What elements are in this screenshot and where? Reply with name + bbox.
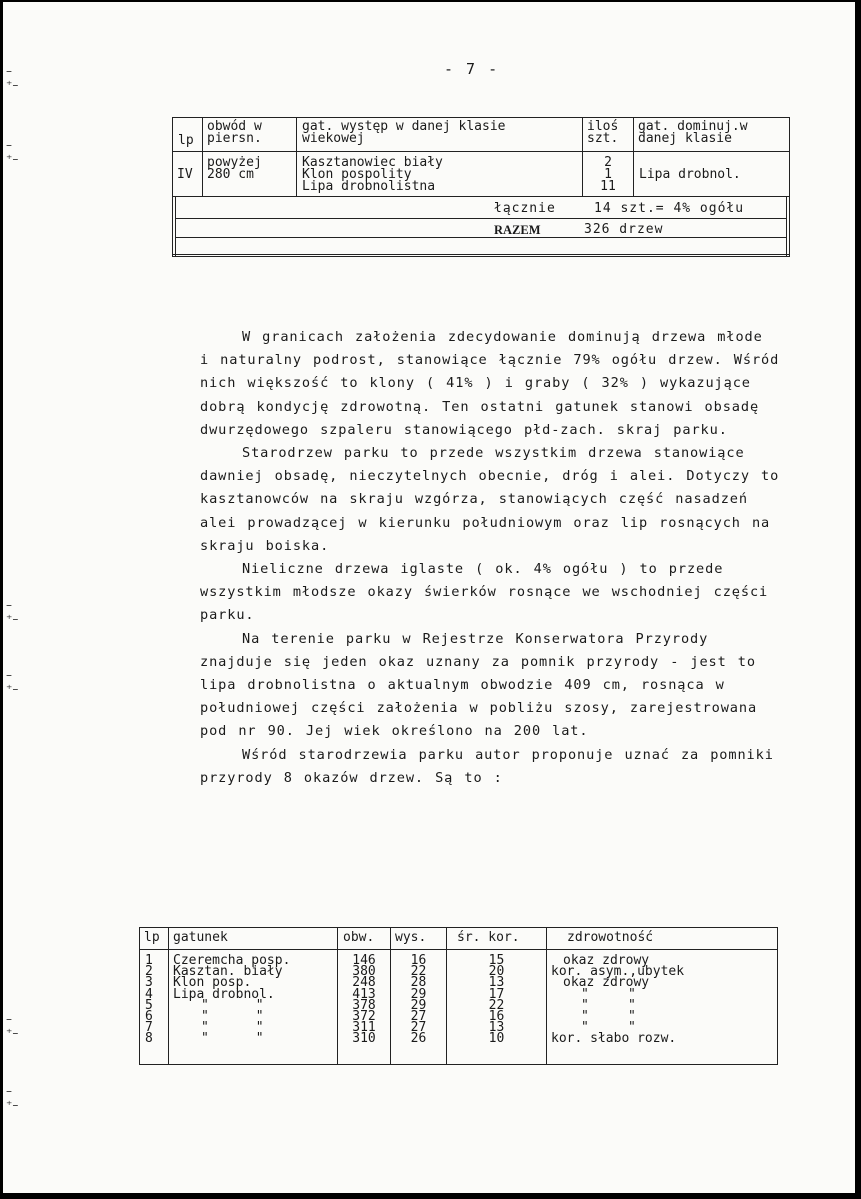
margin-mark: –⁺– <box>6 598 19 626</box>
cell-health: kor. słabo rozw. <box>551 1031 677 1047</box>
header-count: szt. <box>587 131 619 146</box>
header-height: wys. <box>395 930 427 945</box>
cell-height: 27 <box>410 1008 427 1024</box>
paragraph: W granicach założenia zdecydowanie dominują drzewa młode i naturalny podrost, stanowiące łącznie 79% ogółu drzew. Wśród nich większość to klony ( 41% ) i graby ( 32% ) wykazujące dobrą kondycję zdrowotną. Ten ostatni gatunek stanowi obsadę dwurzędowego szpaleru stanowiącego płd-zach. skraj parku. <box>200 329 780 438</box>
cell-circumference: 378 <box>352 997 376 1013</box>
cell-lp: 5 <box>145 997 153 1013</box>
paragraph: Nieliczne drzewa iglaste ( ok. 4% ogółu ) to przede wszystkim młodsze okazy świerków rosnące we wschodniej części parku. <box>200 561 769 624</box>
grand-total-value: 326 drzew <box>584 222 664 237</box>
header-species: gatunek <box>173 930 228 945</box>
cell-circumference: 372 <box>352 1008 376 1024</box>
height-column <box>391 955 446 1045</box>
header-species: wiekowej <box>302 131 365 146</box>
cell-species: Lipa drobnol. <box>173 986 275 1002</box>
paragraph: Wśród starodrzewia parku autor proponuje uznać za pomniki przyrody 8 okazów drzew. Są to : <box>200 746 774 786</box>
cell-circumference: 248 <box>352 975 376 991</box>
cell-height: 29 <box>410 986 427 1002</box>
grand-total-label: RAZEM <box>494 223 541 237</box>
margin-mark: –⁺– <box>6 64 19 92</box>
row-species: Lipa drobnolistna <box>302 179 436 194</box>
cell-species: " " <box>201 1020 264 1036</box>
row-lp: IV <box>177 167 193 182</box>
cell-height: 29 <box>410 997 427 1013</box>
margin-mark: –⁺– <box>6 668 19 696</box>
cell-lp: 7 <box>145 1020 153 1036</box>
cell-species: Kasztan. biały <box>173 964 283 980</box>
margin-mark: –⁺– <box>6 138 19 166</box>
circumference-column <box>338 955 390 1045</box>
cell-height: 26 <box>410 1031 427 1047</box>
cell-lp: 6 <box>145 1008 153 1024</box>
paragraph: Na terenie parku w Rejestrze Konserwatora Przyrody znajduje się jeden okaz uznany za pomnik przyrody - jest to lipa drobnolistna o aktualnym obwodzie 409 cm, rosnąca w południowej części założenia w pobliżu szosy, zarejestrowana pod nr 90. Jej wiek określono na 200 lat. <box>200 630 758 740</box>
cell-species: Czeremcha posp. <box>173 953 291 968</box>
row-species: Kasztanowiec biały <box>302 155 443 170</box>
species-column <box>173 955 290 1045</box>
page-number: - 7 - <box>444 60 500 78</box>
cell-crown: 22 <box>488 997 505 1013</box>
header-lp: lp <box>178 133 194 148</box>
cell-crown: 17 <box>488 986 505 1002</box>
monument-trees-table <box>139 927 778 1065</box>
header-circumference: piersn. <box>207 131 262 146</box>
header-circumference: obwód w <box>207 119 262 134</box>
margin-mark: –⁺– <box>6 1084 19 1112</box>
row-count: 1 <box>604 167 612 182</box>
cell-species: Klon posp. <box>173 975 252 991</box>
cell-lp: 8 <box>145 1031 153 1047</box>
cell-species: " " <box>201 997 264 1013</box>
cell-crown: 16 <box>488 1008 505 1024</box>
cell-health: " " <box>581 1020 636 1036</box>
age-class-table <box>172 117 790 257</box>
row-circumference: powyżej <box>207 155 262 170</box>
lp-column <box>145 955 153 1045</box>
cell-circumference: 311 <box>352 1020 376 1036</box>
total-label: łącznie <box>494 201 556 216</box>
cell-lp: 1 <box>145 953 153 968</box>
cell-health: okaz zdrowy <box>563 975 650 991</box>
body-text <box>200 326 780 790</box>
header-health: zdrowotność <box>567 930 654 945</box>
cell-height: 27 <box>410 1020 427 1036</box>
crown-column <box>447 955 546 1045</box>
health-column <box>551 955 684 1045</box>
row-count: 2 <box>604 155 612 170</box>
header-species: gat. występ w danej klasie <box>302 119 506 134</box>
header-count: iloś <box>587 119 619 134</box>
cell-circumference: 380 <box>352 964 376 980</box>
paragraph: Starodrzew parku to przede wszystkim drzewa stanowiące dawniej obsadę, nieczytelnych obecnie, dróg i alei. Dotyczy to kasztanowców na skraju wzgórza, stanowiących część nasadzeń alei prowadzącej w kierunku południowym oraz lip rosnących na skraju boiska. <box>200 445 780 554</box>
header-circumference: obw. <box>343 930 375 945</box>
cell-height: 28 <box>410 975 427 991</box>
cell-species: " " <box>201 1031 264 1047</box>
cell-circumference: 146 <box>352 953 376 968</box>
row-circumference: 280 cm <box>207 167 254 182</box>
cell-height: 22 <box>410 964 427 980</box>
header-dominant: gat. dominuj.w <box>638 119 748 134</box>
cell-crown: 10 <box>488 1031 505 1047</box>
cell-lp: 2 <box>145 964 153 980</box>
cell-crown: 20 <box>488 964 505 980</box>
cell-crown: 15 <box>488 953 505 968</box>
cell-health: " " <box>581 986 636 1002</box>
cell-health: " " <box>581 1008 636 1024</box>
header-lp: lp <box>144 930 160 945</box>
cell-health: " " <box>581 997 636 1013</box>
margin-mark: –⁺– <box>6 1012 19 1040</box>
cell-health: kor. asym.,ubytek <box>551 964 685 980</box>
header-dominant: danej klasie <box>638 131 732 146</box>
total-value: 14 szt.= 4% ogółu <box>594 201 745 216</box>
cell-lp: 3 <box>145 975 153 991</box>
cell-species: " " <box>201 1008 264 1024</box>
cell-health: okaz zdrowy <box>563 953 650 968</box>
cell-crown: 13 <box>488 1020 505 1036</box>
cell-lp: 4 <box>145 986 153 1002</box>
cell-crown: 13 <box>488 975 505 991</box>
cell-circumference: 310 <box>352 1031 376 1047</box>
cell-circumference: 413 <box>352 986 376 1002</box>
row-count: 11 <box>600 179 616 194</box>
row-dominant: Lipa drobnol. <box>639 167 741 182</box>
cell-height: 16 <box>410 953 427 968</box>
row-species: Klon pospolity <box>302 167 412 182</box>
header-crown: śr. kor. <box>457 930 520 945</box>
